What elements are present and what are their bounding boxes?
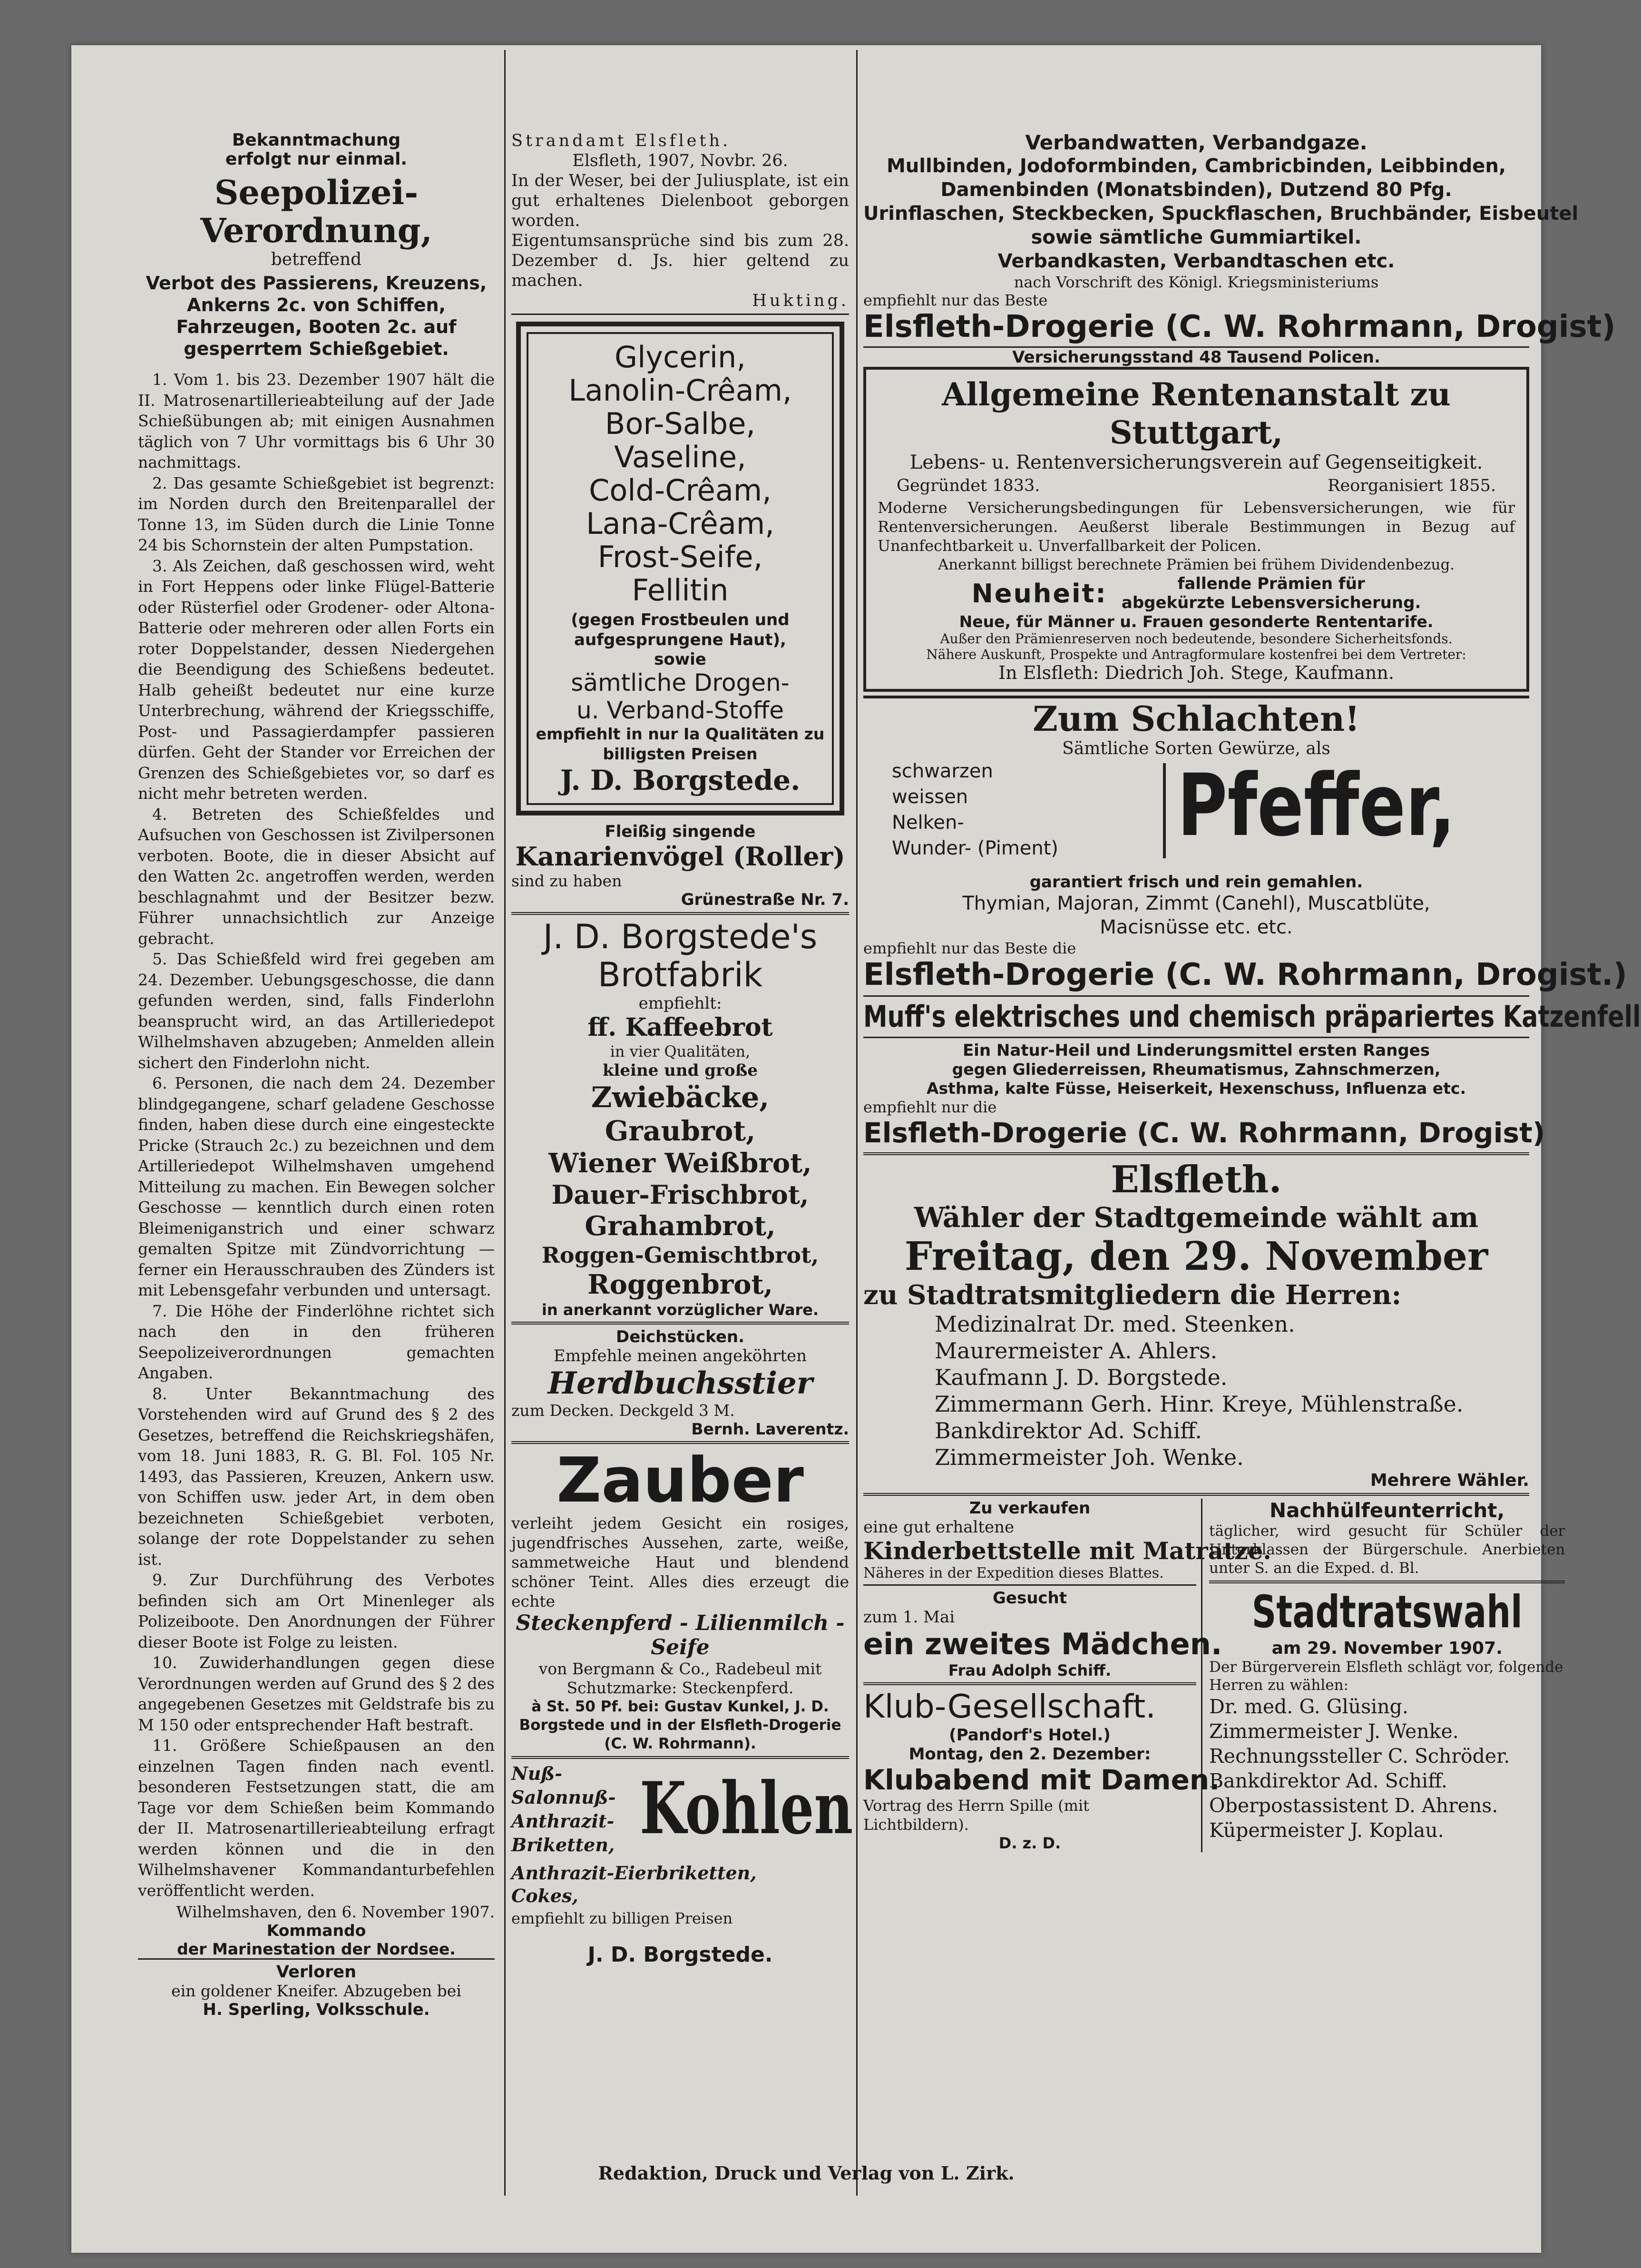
notice-head-line: Bekanntmachung xyxy=(232,130,401,150)
strandamt-text: In der Weser, bei der Juliusplate, ist ein gut erhaltenes Dielenboot geborgen worden. xyxy=(511,171,849,230)
divider xyxy=(863,1682,1196,1685)
rente-neu: Neue, für Männer u. Frauen gesonderte Rententarife. xyxy=(959,612,1434,631)
rente-agent: In Elsfleth: Diedrich Joh. Stege, Kaufmann. xyxy=(998,662,1394,683)
klubabend-title: Klubabend mit Damen. xyxy=(863,1764,1220,1796)
candidate-list xyxy=(935,1311,1529,1471)
brot-item: in vier Qualitäten, xyxy=(610,1042,751,1061)
pfeffer-block xyxy=(863,758,1529,873)
kohlen-type: Cokes, xyxy=(511,1885,578,1907)
divider xyxy=(863,1584,1196,1586)
verband-line: sowie sämtliche Gummiartikel. xyxy=(1031,226,1362,248)
brot-title xyxy=(511,918,849,994)
notice-head xyxy=(138,131,495,169)
strandamt-text: Eigentumsansprüche sind bis zum 28. Dezember d. Js. hier geltend zu machen. xyxy=(511,231,849,290)
freitag-line: Freitag, den 29. November xyxy=(904,1234,1488,1279)
strandamt-date: Elsfleth, 1907, Novbr. 26. xyxy=(572,151,788,170)
small-ads-row xyxy=(863,1499,1565,1852)
lost-name: H. Sperling, Volksschule. xyxy=(203,2000,430,2019)
montag: Montag, den 2. Dezember: xyxy=(908,1745,1151,1764)
sowie: sowie xyxy=(654,650,706,669)
herdbuch-title: Herdbuchsstier xyxy=(547,1365,813,1402)
verband-line: Verbandkasten, Verbandtaschen etc. xyxy=(997,250,1395,272)
glycerin-product: Lana-Crêam, xyxy=(586,506,774,541)
verordnung-body xyxy=(138,369,495,1901)
rente-text: Anerkannt billigst berechnete Prämien bei frühem Dividendenbezug. xyxy=(938,556,1455,573)
glycerin-note: (gegen Frostbeulen und aufgesprungene Haut), xyxy=(571,610,790,649)
pfeffer-list xyxy=(892,758,1058,861)
pfeffer-item: Nelken- xyxy=(892,812,964,834)
schlachten-title: Zum Schlachten! xyxy=(863,696,1529,739)
brot-title-line: Brotfabrik xyxy=(597,955,763,994)
pfeffer-note: garantiert frisch und rein gemahlen. xyxy=(1029,873,1363,892)
brot-item: Dauer-Frischbrot, xyxy=(551,1179,809,1210)
deich-name: Bernh. Laverentz. xyxy=(691,1420,849,1439)
maedchen-title: ein zweites Mädchen. xyxy=(863,1627,1222,1661)
kohlen-title: Kohlen xyxy=(640,1767,853,1851)
strandamt-sign: Hukting. xyxy=(752,291,849,310)
verkaufen-sub: eine gut erhaltene xyxy=(863,1518,1015,1537)
klub-title: Klub-Gesellschaft. xyxy=(863,1688,1156,1726)
stadtratswahl-title: Stadtratswahl xyxy=(1251,1586,1523,1638)
verordnung-title: Seepolizei-Verordnung, xyxy=(200,173,432,250)
pfeffer-bracket xyxy=(1163,763,1166,858)
wahl-name: Bankdirektor Ad. Schiff. xyxy=(1209,1769,1447,1792)
gewuerze: Sämtliche Sorten Gewürze, als xyxy=(1062,739,1330,758)
natur-head: Ein Natur-Heil und Linderungsmittel ersten Ranges xyxy=(962,1041,1430,1060)
kohlen-type: Anthrazit- xyxy=(511,1810,615,1832)
rente-dates xyxy=(897,476,1496,495)
glycerin-product: Fellitin xyxy=(632,573,729,608)
verband-line: Mullbinden, Jodoformbinden, Cambricbinden, Leibbinden, xyxy=(886,155,1506,177)
signature-line: Kommando xyxy=(266,1921,366,1940)
kohlen-type: Salonnuß- xyxy=(511,1787,616,1808)
kanarien-addr: Grünestraße Nr. 7. xyxy=(681,890,849,909)
borgstede-name: J. D. Borgstede. xyxy=(560,764,801,796)
verordnung-paragraph: 7. Die Höhe der Finderlöhne richtet sich nach den in den früheren Seepolizeiverordnungen gemachten Angaben. xyxy=(138,1301,495,1382)
natur-text xyxy=(863,1060,1529,1098)
divider xyxy=(863,995,1529,997)
verordnung-paragraph: 4. Betreten des Schießfeldes und Aufsuchen von Geschossen ist Zivilpersonen verboten. Boote, die in dieser Absicht auf den Watten 2c. angetroffen werden, werden beschlagnahmt und der Besitzer bezw. Führer unnachsichtlich zur Anzeige gebracht. xyxy=(138,805,495,948)
zauber-sale: à St. 50 Pf. bei: Gustav Kunkel, J. D. Borgstede und in der Elsfleth-Drogerie (C. W. Rohrmann). xyxy=(519,1698,841,1753)
kanarien-title: Kanarienvögel (Roller) xyxy=(515,841,845,872)
candidate: Maurermeister A. Ahlers. xyxy=(935,1338,1218,1364)
verband-lines xyxy=(863,154,1579,273)
natur-line: Asthma, kalte Füsse, Heiserkeit, Hexenschuss, Influenza etc. xyxy=(926,1079,1466,1098)
divider xyxy=(511,912,849,915)
frau-name: Frau Adolph Schiff. xyxy=(948,1661,1112,1679)
verkaufen-head: Zu verkaufen xyxy=(969,1499,1091,1518)
divider xyxy=(863,1037,1529,1038)
brot-item: kleine und große xyxy=(602,1060,758,1080)
divider xyxy=(1209,1581,1565,1583)
brot-item: Graubrot, xyxy=(605,1114,756,1147)
pandorf: (Pandorf's Hotel.) xyxy=(949,1726,1111,1745)
glycerin-product: Bor-Salbe, xyxy=(605,406,756,441)
brot-item: ff. Kaffeebrot xyxy=(587,1013,773,1042)
date-line: Wilhelmshaven, den 6. November 1907. xyxy=(176,1903,495,1921)
strandamt-head: Strandamt Elsfleth. xyxy=(511,131,731,150)
candidate: Bankdirektor Ad. Schiff. xyxy=(935,1418,1202,1443)
wahl-text: Der Bürgerverein Elsfleth schlägt vor, folgende Herren zu wählen: xyxy=(1209,1659,1563,1694)
signature xyxy=(138,1921,495,1960)
verordnung-paragraph: 5. Das Schießfeld wird frei gegeben am 24. Dezember. Uebungsgeschosse, die dann gefunden werden, sind, falls Finderlohn beansprucht wird, an das Artilleriedepot Wilhelmshaven abzugeben; Anmelden allein sichert den Finderlohn nicht. xyxy=(138,950,495,1072)
small-ads-right xyxy=(1202,1499,1565,1852)
pfeffer-item: Wunder- (Piment) xyxy=(892,837,1059,859)
drogen-line: sämtliche Drogen- xyxy=(571,669,790,697)
pfeffer-item: schwarzen xyxy=(892,760,993,782)
pfeffer-item: weissen xyxy=(892,786,968,808)
column-rule xyxy=(504,50,506,2196)
empfiehlt-beste: empfiehlt nur das Beste xyxy=(863,291,1048,309)
reorganisiert: Reorganisiert 1855. xyxy=(1328,476,1496,495)
glycerin-product: Lanolin-Crêam, xyxy=(568,373,792,408)
zauber-text: verleiht jedem Gesicht ein rosiges, jugendfrisches Aussehen, zarte, weiße, sammetweiche Haut und blendend schöner Teint. Alles dies erzeugt die echte xyxy=(511,1514,849,1611)
waehler-line: Wähler der Stadtgemeinde wählt am xyxy=(914,1201,1479,1234)
brot-title-line: J. D. Borgstede's xyxy=(543,917,818,956)
glycerin-product: Frost-Seife, xyxy=(597,540,763,574)
verordnung-paragraph: 1. Vom 1. bis 23. Dezember 1907 hält die II. Matrosenartillerieabteilung auf der Jade Schießübungen ab; mit einigen Ausnahmen täglich von 7 Uhr vormittags bis 6 Uhr 30 nachmittags. xyxy=(138,370,495,471)
left-column xyxy=(138,45,495,2019)
brot-item: Roggen-Gemischtbrot, xyxy=(541,1242,819,1268)
glycerin-product: Vaseline, xyxy=(614,440,746,474)
kohlen-more xyxy=(511,1862,757,1907)
neuheit-label: Neuheit: xyxy=(971,578,1107,609)
verkaufen-note: Näheres in der Expedition dieses Blattes. xyxy=(863,1565,1164,1581)
candidate: Zimmermann Gerh. Hinr. Kreye, Mühlenstraße. xyxy=(935,1391,1464,1417)
rente-title: Allgemeine Rentenanstalt zu Stuttgart, xyxy=(942,376,1451,451)
neuheit-line: abgekürzte Lebensversicherung. xyxy=(1121,593,1421,612)
mehrere-waehler: Mehrere Wähler. xyxy=(1370,1471,1529,1490)
divider xyxy=(863,1152,1529,1155)
brot-item: Roggenbrot, xyxy=(587,1268,773,1300)
signature-line: der Marinestation der Nordsee. xyxy=(138,1940,495,1960)
verordnung-paragraph: 11. Größere Schießpausen an den einzelnen Tagen finden nach eventl. besonderen Festsetzungen statt, die am Tage vor dem Schießen beim Kommando der II. Matrosenartillerieabteilung erfragt werden können und die in den Wilhelmshavener Kommandanturbefehlen veröffentlicht werden. xyxy=(138,1736,495,1900)
natur-line: gegen Gliederreissen, Rheumatismus, Zahnschmerzen, xyxy=(952,1060,1441,1079)
gegruendet: Gegründet 1833. xyxy=(897,476,1040,495)
wahl-name: Küpermeister J. Koplau. xyxy=(1209,1819,1444,1842)
rente-text: Moderne Versicherungsbedingungen für Lebensversicherungen, wie für Rentenversicherungen. Aeußerst liberale Bestimmungen in Bezug auf Unanfechtbarkeit u. Unverfallbarkeit der Policen. xyxy=(878,499,1515,555)
candidate: Kaufmann J. D. Borgstede. xyxy=(935,1365,1228,1390)
rente-small: Nähere Auskunft, Prospekte und Antragformulare kostenfrei bei dem Vertreter: xyxy=(926,647,1466,662)
divider xyxy=(511,314,849,315)
verband-note: nach Vorschrift des Königl. Kriegsministeriums xyxy=(1014,273,1379,291)
glycerin-product: Cold-Crêam, xyxy=(589,473,772,508)
drogen xyxy=(532,669,828,724)
verordnung-paragraph: 3. Als Zeichen, daß geschossen wird, weht in Fort Heppens oder linke Flügel-Batterie oder Rüsterfiel oder Grodener- oder Altona-Batterie oder mehreren oder allen Forts ein roter Doppelstander, dessen Niedergehen die Beendigung des Schießens bedeutet. Halb geheißt bedeutet nur eine kurze Unterbrechung, während der Kriegsschiffe, Post- und Passagierdampfer passieren dürfen. Geht der Stander vor Erreichen der Grenzen des Schießgebietes vor, so darf es nicht mehr betreten werden. xyxy=(138,556,495,803)
versicherungsstand: Versicherungsstand 48 Tausend Policen. xyxy=(863,346,1529,367)
kinderbett-title: Kinderbettstelle mit Matratze. xyxy=(863,1537,1271,1565)
brot-empfiehlt: empfiehlt: xyxy=(638,994,722,1013)
wahl-name: Oberpostassistent D. Ahrens. xyxy=(1209,1794,1498,1817)
verordnung-paragraph: 6. Personen, die nach dem 24. Dezember blindgegangene, scharf geladene Geschosse finden, haben diese durch eine eingesteckte Pricke (Strauch 2c.) zu bezeichnen und dem Artilleriedepot Wilhelmshaven umgehend Mitteilung zu machen. Ein Bewegen solcher Geschosse — kenntlich durch einen roten Bleimeniganstrich und einer schwarz gemalten Spitze mit Zündvorrichtung — ferner ein Herausschrauben des Zünders ist mit Lebensgefahr verbunden und untersagt. xyxy=(138,1074,495,1299)
kohlen-type: Nuß- xyxy=(511,1763,563,1785)
elsfleth-title: Elsfleth. xyxy=(1111,1158,1282,1201)
muff-title: Muff's elektrisches und chemisch präpariertes Katzenfell xyxy=(863,999,1641,1034)
verordnung-paragraph: 9. Zur Durchführung des Verbotes befinden sich am Ort Minenleger als Polizeiboote. Den Anordnungen der Führer dieser Boote ist Folge zu leisten. xyxy=(138,1571,495,1651)
mai-line: zum 1. Mai xyxy=(863,1608,955,1627)
deich-head: Deichstücken. xyxy=(615,1327,745,1347)
brot-item: Zwiebäcke, xyxy=(591,1080,770,1114)
drogerie-name: Elsfleth-Drogerie (C. W. Rohrmann, Drogist.) xyxy=(863,957,1627,992)
deich-text: Empfehle meinen angeköhrten xyxy=(553,1346,807,1366)
neuheit-text xyxy=(1122,574,1421,612)
rente-small: Außer den Prämienreserven noch bedeutende, besondere Sicherheitsfonds. xyxy=(940,631,1453,647)
wahl-date: am 29. November 1907. xyxy=(1271,1639,1503,1658)
verband-line: Urinflaschen, Steckbecken, Spuckflaschen, Bruchbänder, Eisbeutel xyxy=(863,203,1579,225)
rentenanstalt-ad xyxy=(863,367,1529,692)
notice-head-line: erfolgt nur einmal. xyxy=(225,149,408,169)
kohlen-types xyxy=(511,1762,615,1857)
candidate: Medizinalrat Dr. med. Steenken. xyxy=(935,1311,1295,1337)
lost-text: ein goldener Kneifer. Abzugeben bei xyxy=(171,1982,461,2000)
verordnung-paragraph: 10. Zuwiderhandlungen gegen diese Verordnungen werden auf Grund des § 2 des angegebenen Gesetzes mit Geldstrafe bis zu M 150 oder entsprechender Haft bestraft. xyxy=(138,1653,495,1734)
betreffend: betreffend xyxy=(271,250,362,269)
gesucht-head: Gesucht xyxy=(992,1589,1067,1608)
empfiehlt-nur: empfiehlt nur die xyxy=(863,1098,997,1116)
neuheit-line: fallende Prämien für xyxy=(1177,574,1365,593)
verordnung-subtitle: Verbot des Passierens, Kreuzens, Ankerns 2c. von Schiffen, Fahrzeugen, Booten 2c. auf gesperrtem Schießgebiet. xyxy=(146,273,487,359)
empfiehlt-beste: empfiehlt nur das Beste die xyxy=(863,939,1076,957)
kohlen-ad xyxy=(511,1762,853,1943)
spices xyxy=(863,892,1529,939)
spice-line: Thymian, Majoran, Zimmt (Canehl), Muscatblüte, xyxy=(962,893,1430,914)
verordnung-paragraph: 8. Unter Bekanntmachung des Vorstehenden wird auf Grund des § 2 des Gesetzes, betreffend die Reichskriegshäfen, vom 18. Juni 1883, R. G. Bl. Fol. 105 Nr. 1493, das Passieren, Kreuzen, Ankern usw. von Schiffen usw. jeder Art, in dem oben bezeichneten Schießgebiet verboten, solange der rote Doppelstander zu sehen ist. xyxy=(138,1384,495,1569)
brot-item: in anerkannt vorzüglicher Ware. xyxy=(541,1300,819,1319)
wahl-name: Zimmermeister J. Wenke. xyxy=(1209,1720,1459,1743)
middle-column xyxy=(511,45,853,1967)
zauber-title: Zauber xyxy=(557,1444,804,1517)
verordnung-paragraph: 2. Das gesamte Schießgebiet ist begrenzt: im Norden durch den Breitenparallel der Tonne 13, im Süden durch die Linie Tonne 24 bis Schornstein der alten Pumpstation. xyxy=(138,473,495,554)
brot-item: Grahambrot, xyxy=(585,1210,776,1242)
wahl-names xyxy=(1209,1694,1565,1843)
kanarien-sub: sind zu haben xyxy=(511,872,622,890)
brot-item: Wiener Weißbrot, xyxy=(548,1148,812,1179)
wahl-name: Dr. med. G. Glüsing. xyxy=(1209,1695,1408,1718)
imprint-footer: Redaktion, Druck und Verlag von L. Zirk. xyxy=(598,2162,1015,2184)
vortrag: Vortrag des Herrn Spille (mit Lichtbildern). xyxy=(863,1797,1089,1834)
divider xyxy=(511,1756,849,1759)
nachhuelfe-text: täglicher, wird gesucht für Schüler der Unterklassen der Bürgerschule. Anerbieten unter S. an die Exped. d. Bl. xyxy=(1209,1522,1565,1577)
strandamt-notice xyxy=(511,131,849,311)
divider xyxy=(511,1322,849,1325)
drogerie-name: Elsfleth-Drogerie (C. W. Rohrmann, Drogist) xyxy=(863,1117,1545,1149)
candidate: Zimmermeister Joh. Wenke. xyxy=(935,1444,1244,1470)
kohlen-type: Anthrazit-Eierbriketten, xyxy=(511,1862,757,1884)
rente-sub: Lebens- u. Rentenversicherungsverein auf Gegenseitigkeit. xyxy=(909,452,1483,473)
right-column xyxy=(863,45,1641,1852)
spice-line: Macisnüsse etc. etc. xyxy=(1100,916,1293,938)
divider xyxy=(863,1493,1529,1496)
brot-items xyxy=(511,1013,849,1319)
deich-fee: zum Decken. Deckgeld 3 M. xyxy=(511,1401,735,1420)
verband-line: Damenbinden (Monatsbinden), Dutzend 80 Pfg. xyxy=(940,179,1452,201)
drogerie-name: Elsfleth-Drogerie (C. W. Rohrmann, Drogist) xyxy=(863,309,1616,344)
neuheit-row xyxy=(878,574,1515,612)
dzd-sign: D. z. D. xyxy=(998,1834,1061,1852)
newspaper-page xyxy=(71,45,1641,2253)
nachhuelfe-title: Nachhülfeunterricht, xyxy=(1270,1499,1505,1522)
verband-head: Verbandwatten, Verbandgaze. xyxy=(1025,131,1368,154)
kanarien-head: Fleißig singende xyxy=(605,822,756,841)
small-ads-left xyxy=(863,1499,1271,1852)
drogen-line: u. Verband-Stoffe xyxy=(576,697,784,724)
pfeffer-title: Pfeffer, xyxy=(1177,756,1455,855)
column-rule xyxy=(856,50,858,2196)
stadtrat-line: zu Stadtratsmitgliedern die Herren: xyxy=(863,1279,1402,1311)
steckenpferd-title: Steckenpferd - Lilienmilch - Seife xyxy=(516,1611,845,1660)
drogen-note: empfiehlt in nur Ia Qualitäten zu billigsten Preisen xyxy=(536,725,825,763)
kohlen-note: empfiehlt zu billigen Preisen xyxy=(511,1909,733,1928)
wahl-name: Rechnungssteller C. Schröder. xyxy=(1209,1745,1510,1767)
glycerin-products xyxy=(532,341,828,607)
kohlen-type: Briketten, xyxy=(511,1834,615,1856)
lost-title: Verloren xyxy=(276,1963,357,1982)
kohlen-name: J. D. Borgstede. xyxy=(587,1943,773,1967)
zauber-maker: von Bergmann & Co., Radebeul mit Schutzmarke: Steckenpferd. xyxy=(538,1659,822,1698)
glycerin-ad xyxy=(516,322,844,815)
glycerin-product: Glycerin, xyxy=(615,340,746,374)
